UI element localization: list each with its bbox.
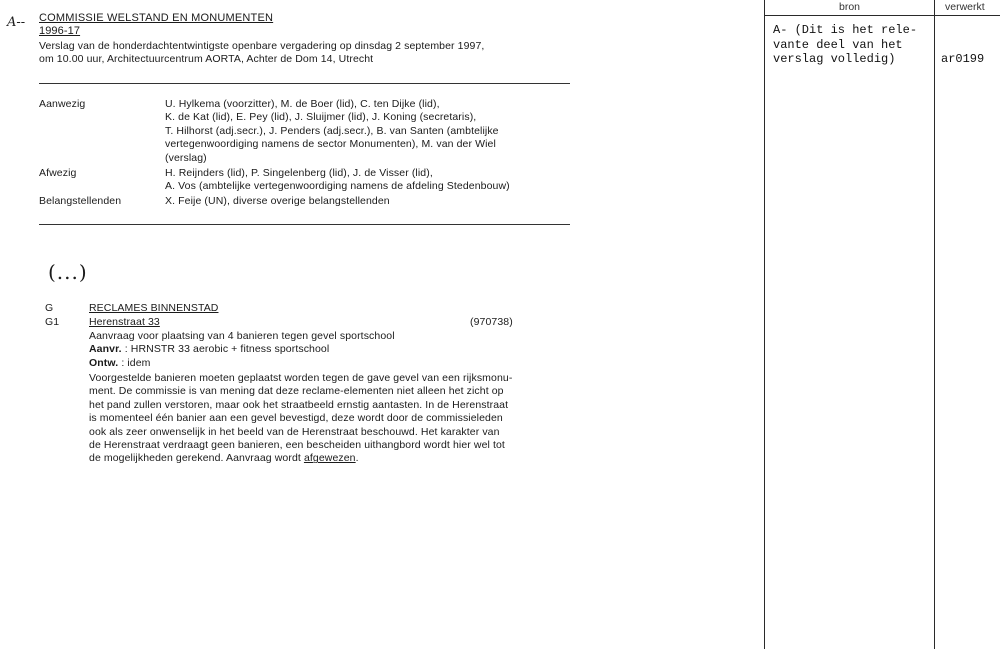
column-header-rule	[764, 15, 1000, 16]
intro-line-1: Verslag van de honderdachtentwintigste openbare vergadering op dinsdag 2 september 1997,	[39, 40, 485, 52]
omission-ellipsis: (...)	[48, 260, 88, 284]
body-line: ment. De commissie is van mening dat deze reclame-elementen niet alleen het zicht op	[89, 385, 504, 398]
section-code: G	[45, 302, 54, 314]
ontw-value: : idem	[121, 357, 151, 369]
intro-line-2: om 10.00 uur, Architectuurcentrum AORTA, Achter de Dom 14, Utrecht	[39, 53, 374, 65]
present-line: K. de Kat (lid), E. Pey (lid), J. Sluijmer (lid), J. Koning (secretaris),	[165, 111, 477, 124]
bron-note-line: verslag volledig)	[773, 52, 896, 66]
bron-note	[773, 23, 917, 67]
item-code: G1	[45, 316, 60, 328]
verwerkt-header: verwerkt	[945, 1, 985, 13]
present-line: vertegenwoordiging namens de sector Monumenten), M. van der Wiel	[165, 138, 496, 151]
ontw-line	[89, 357, 151, 370]
bron-column-left-border	[764, 0, 765, 649]
interested-label: Belangstellenden	[39, 195, 122, 207]
absent-line: H. Reijnders (lid), P. Singelenberg (lid), J. de Visser (lid),	[165, 167, 433, 179]
aanvr-label: Aanvr.	[89, 343, 122, 355]
aanvr-value: : HRNSTR 33 aerobic + fitness sportschool	[124, 343, 330, 355]
body-line: Voorgestelde banieren moeten geplaatst worden tegen de gave gevel van een rijksmonu-	[89, 372, 513, 384]
absent-line: A. Vos (ambtelijke vertegenwoordiging namens de afdeling Stedenbouw)	[165, 180, 510, 193]
decision-word: afgewezen	[303, 452, 356, 465]
body-line: is momenteel één banier aan een gevel bevestigd, deze wordt door de commissieleden	[89, 412, 503, 425]
body-last-line	[89, 452, 579, 465]
body-line: de Herenstraat verdraagt geen banieren, een bescheiden uithangbord wordt hier wel tot	[89, 439, 505, 452]
present-list	[165, 98, 575, 165]
item-address: Herenstraat 33	[89, 316, 160, 328]
present-line: T. Hilhorst (adj.secr.), J. Penders (adj.secr.), B. van Santen (ambtelijke	[165, 124, 499, 137]
body-line: het pand zullen verstoren, maar ook het straatbeeld ernstig aantasten. In de Herenstraat	[89, 398, 509, 411]
aanvr-line	[89, 343, 329, 356]
present-line: (verslag)	[165, 151, 207, 164]
body-line: ook als zeer onwenselijk in het beeld van de Herenstraat beschouwd. Het karakter van	[89, 425, 500, 438]
margin-mark: A--	[7, 15, 26, 30]
divider-bottom	[39, 224, 570, 225]
bron-note-line: A- (Dit is het rele-	[773, 23, 918, 37]
interested-list	[165, 195, 575, 208]
session-number: 1996-17	[39, 25, 81, 37]
committee-title: COMMISSIE WELSTAND EN MONUMENTEN	[39, 12, 274, 24]
section-title: RECLAMES BINNENSTAD	[89, 302, 219, 314]
bron-header: bron	[839, 1, 861, 13]
item-body	[89, 372, 579, 466]
bron-note-line: vante deel van het	[773, 37, 903, 52]
last-line-prefix: de mogelijkheden gerekend. Aanvraag wordt	[89, 452, 304, 465]
last-line-suffix: .	[355, 452, 359, 465]
present-line: U. Hylkema (voorzitter), M. de Boer (lid), C. ten Dijke (lid),	[165, 98, 440, 110]
case-number: (970738)	[470, 316, 513, 328]
ontw-label: Ontw.	[89, 357, 119, 369]
present-label: Aanwezig	[39, 98, 86, 110]
verwerkt-value: ar0199	[941, 52, 985, 66]
verwerkt-column-left-border	[934, 0, 935, 649]
interested-line: X. Feije (UN), diverse overige belangstellenden	[165, 195, 390, 207]
absent-label: Afwezig	[39, 167, 77, 179]
request-line: Aanvraag voor plaatsing van 4 banieren tegen gevel sportschool	[89, 330, 395, 342]
absent-list	[165, 167, 575, 194]
divider-top	[39, 83, 570, 84]
